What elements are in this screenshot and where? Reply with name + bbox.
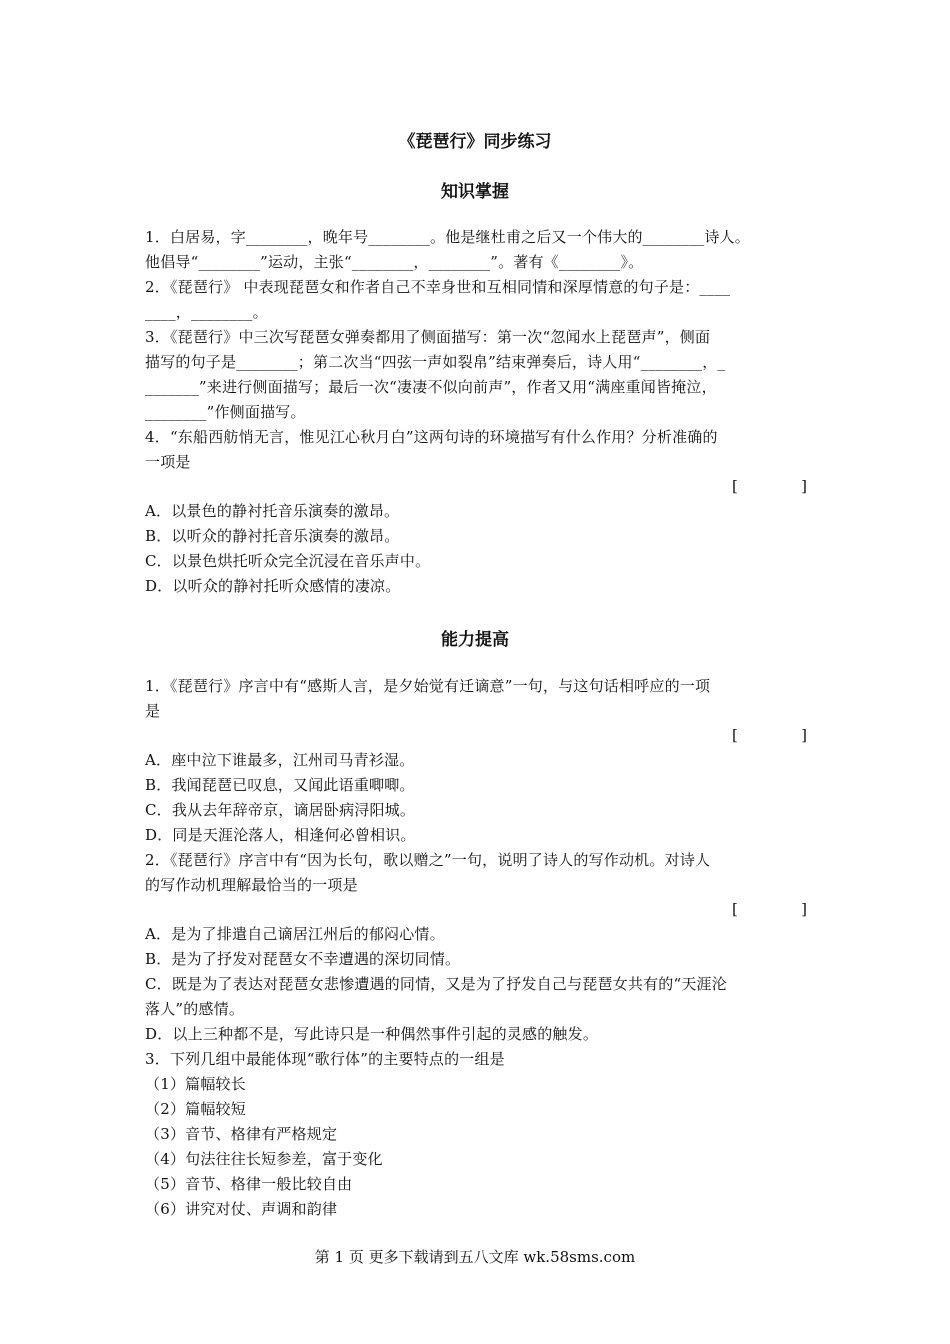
option-item: 落人”的感情。: [145, 1000, 245, 1018]
option-item: B．是为了抒发对琵琶女不幸遭遇的深切同情。: [145, 950, 461, 968]
text-line: 1．白居易，字________，晚年号________。他是继杜甫之后又一个伟大的________诗人。: [145, 228, 750, 246]
text-line: ________”作侧面描写。: [145, 403, 306, 421]
section-heading-knowledge: 知识掌握: [441, 182, 509, 202]
option-item: C．既是为了表达对琵琶女悲惨遭遇的同情，又是为了抒发自己与琵琶女共有的“天涯沦: [145, 975, 727, 993]
text-line: ____，________。: [145, 303, 268, 321]
text-line: 的写作动机理解最恰当的一项是: [145, 876, 358, 894]
list-item: （4）句法往往长短参差，富于变化: [145, 1150, 383, 1168]
text-line: 4．“东船西舫悄无言，惟见江心秋月白”这两句诗的环境描写有什么作用？分析准确的: [145, 428, 718, 446]
text-line: 1．《琵琶行》序言中有“感斯人言，是夕始觉有迁谪意”一句，与这句话相呼应的一项: [145, 677, 711, 695]
list-item: （1）篇幅较长: [145, 1075, 246, 1093]
list-item: （3）音节、格律有严格规定: [145, 1125, 338, 1143]
text-line: 他倡导“________”运动，主张“________，________”。著有《________》。: [145, 253, 644, 271]
list-item: （2）篇幅较短: [145, 1100, 246, 1118]
text-line: 2．《琵琶行》序言中有“因为长句，歌以赠之”一句，说明了诗人的写作动机。对诗人: [145, 851, 711, 869]
option-item: A．是为了排遣自己谪居江州后的郁闷心情。: [145, 925, 445, 943]
option-item: A．以景色的静衬托音乐演奏的激昂。: [145, 502, 400, 520]
answer-bracket: [732, 477, 807, 495]
text-line: 描写的句子是________；第二次当“四弦一声如裂帛”结束弹奏后，诗人用“________，_: [145, 353, 726, 371]
bracket-close: ]: [801, 726, 807, 744]
text-line: 2．《琵琶行》 中表现琵琶女和作者自己不幸身世和互相同情和深厚情意的句子是：____: [145, 278, 731, 296]
option-item: D．以上三种都不是，写此诗只是一种偶然事件引起的灵感的触发。: [145, 1025, 599, 1043]
option-item: C．我从去年辞帝京，谪居卧病浔阳城。: [145, 801, 416, 819]
option-item: A．座中泣下谁最多，江州司马青衫湿。: [145, 751, 415, 769]
option-item: B．我闻琵琶已叹息，又闻此语重唧唧。: [145, 776, 415, 794]
text-line: 一项是: [145, 453, 191, 471]
section-heading-ability: 能力提高: [441, 630, 509, 650]
bracket-close: ]: [801, 900, 807, 918]
list-item: （5）音节、格律一般比较自由: [145, 1175, 353, 1193]
bracket-open: [: [732, 477, 738, 495]
document-title: 《琵琶行》同步练习: [398, 132, 552, 152]
text-line: 3．《琵琶行》中三次写琵琶女弹奏都用了侧面描写：第一次“忽闻水上琵琶声”，侧面: [145, 328, 711, 346]
list-item: （6）讲究对仗、声调和韵律: [145, 1200, 338, 1218]
page-footer: 第 1 页 更多下载请到五八文库 wk.58sms.com: [314, 1248, 636, 1266]
option-item: D．同是天涯沦落人，相逢何必曾相识。: [145, 826, 416, 844]
text-line: 是: [145, 702, 161, 720]
option-item: D．以听众的静衬托听众感情的凄凉。: [145, 577, 401, 595]
bracket-open: [: [732, 726, 738, 744]
bracket-close: ]: [801, 477, 807, 495]
bracket-open: [: [732, 900, 738, 918]
answer-bracket: [732, 900, 807, 918]
text-line: _______”来进行侧面描写；最后一次“凄凄不似向前声”，作者又用“满座重闻皆掩泣，: [145, 378, 717, 396]
option-item: B．以听众的静衬托音乐演奏的激昂。: [145, 527, 400, 545]
option-item: C．以景色烘托听众完全沉浸在音乐声中。: [145, 552, 431, 570]
text-line: 3．下列几组中最能体现“歌行体”的主要特点的一组是: [145, 1050, 505, 1068]
answer-bracket: [732, 726, 807, 744]
